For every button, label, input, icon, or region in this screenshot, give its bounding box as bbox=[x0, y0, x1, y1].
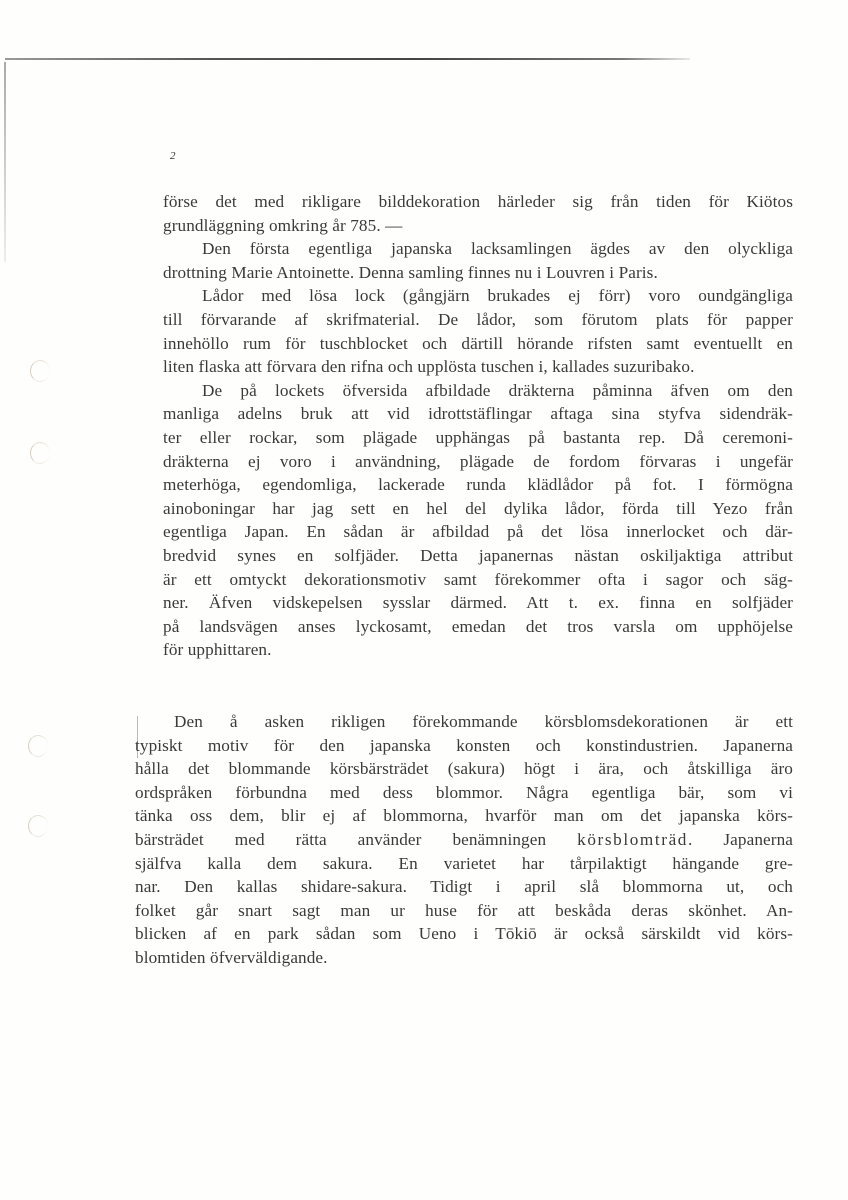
text-line: liten flaska att förvara den rifna och upplösta tuschen i, kallades suzuribako. bbox=[163, 357, 695, 377]
text-line: drottning Marie Antoinette. Denna samling finnes nu i Louvren i Paris. bbox=[163, 262, 658, 282]
text-line: är ett omtyckt dekorationsmotiv samt förekommer ofta i sagor och säg- bbox=[163, 569, 793, 589]
text-line: ter eller rockar, som plägade upphängas på bastanta rep. Då ceremoni- bbox=[163, 427, 793, 447]
text-line: egentliga Japan. En sådan är afbildad på det lösa innerlocket och där- bbox=[163, 522, 793, 542]
text-line: själfva kalla dem sakura. En varietet har tårpilaktigt hängande gre- bbox=[135, 853, 793, 873]
punch-hole-mark bbox=[30, 442, 50, 464]
text-line: bärsträdet med rätta använder benämningen körsblomträd. Japanerna bbox=[135, 829, 793, 849]
text-line: dräkterna ej voro i användning, plägade de fordom förvaras i ungefär bbox=[163, 451, 793, 471]
text-line: grundläggning omkring år 785. — bbox=[163, 215, 403, 235]
top-rule-line bbox=[5, 58, 690, 60]
text-line: Lådor med lösa lock (gångjärn brukades ej förr) voro oundgängliga bbox=[202, 286, 793, 306]
text-line: typiskt motiv för den japanska konsten och konstindustrien. Japanerna bbox=[135, 735, 793, 755]
punch-hole-mark bbox=[30, 360, 50, 382]
text-line: manliga adelns bruk att vid idrottstäflingar aftaga sina styfva sidendräk- bbox=[163, 404, 793, 424]
text-line: ainoboningar har jag sett en hel del dylika lådor, förda till Yezo från bbox=[163, 498, 793, 518]
text-line: Den å asken rikligen förekommande körsblomsdekorationen är ett bbox=[174, 712, 793, 731]
text-line: blomtiden öfverväldigande. bbox=[135, 947, 328, 967]
emphasized-term: körsblomträd bbox=[577, 829, 688, 849]
body-text-upper bbox=[163, 190, 793, 662]
text-line: folket går snart sagt man ur huse för att beskåda deras skönhet. An- bbox=[135, 900, 793, 920]
text-line: blicken af en park sådan som Ueno i Tōkiō är också särskildt vid körs- bbox=[135, 924, 793, 944]
punch-hole-mark bbox=[28, 815, 48, 837]
punch-hole-mark bbox=[28, 735, 48, 757]
text-line: på landsvägen anses lyckosamt, emedan det tros varsla om upphöjelse bbox=[163, 616, 793, 636]
text-line: hålla det blommande körsbärsträdet (sakura) högt i ära, och åtskilliga äro bbox=[135, 759, 793, 779]
text-line: ordspråken förbundna med dess blommor. Några egentliga bär, som vi bbox=[135, 782, 793, 802]
text-line: till förvarande af skrifmaterial. De lådor, som förutom plats för papper bbox=[163, 309, 793, 329]
text-line: för upphittaren. bbox=[163, 640, 272, 660]
text-line: Den första egentliga japanska lacksamlingen ägdes av den olyckliga bbox=[202, 239, 793, 259]
left-edge-shadow bbox=[4, 62, 6, 262]
text-line: De på lockets öfversida afbildade dräkterna påminna äfven om den bbox=[202, 380, 793, 400]
text-line: innehöllo rum för tuschblocket och därtill hörande rifsten samt eventuellt en bbox=[163, 333, 793, 353]
page-number: 2 bbox=[170, 150, 176, 162]
text-line: bredvid synes en solfjäder. Detta japanernas nästan oskiljaktiga attribut bbox=[163, 545, 793, 565]
text-line: nar. Den kallas shidare-sakura. Tidigt i april slå blommorna ut, och bbox=[135, 877, 793, 897]
body-text-lower bbox=[135, 710, 793, 970]
text-line: meterhöga, egendomliga, lackerade runda klädlådor på fot. I förmögna bbox=[163, 475, 793, 495]
text-line: tänka oss dem, blir ej af blommorna, hvarför man om det japanska körs- bbox=[135, 806, 793, 826]
text-line: ner. Äfven vidskepelsen sysslar därmed. Att t. ex. finna en solfjäder bbox=[163, 593, 793, 613]
text-line: förse det med rikligare bilddekoration härleder sig från tiden för Kiötos bbox=[163, 192, 793, 211]
